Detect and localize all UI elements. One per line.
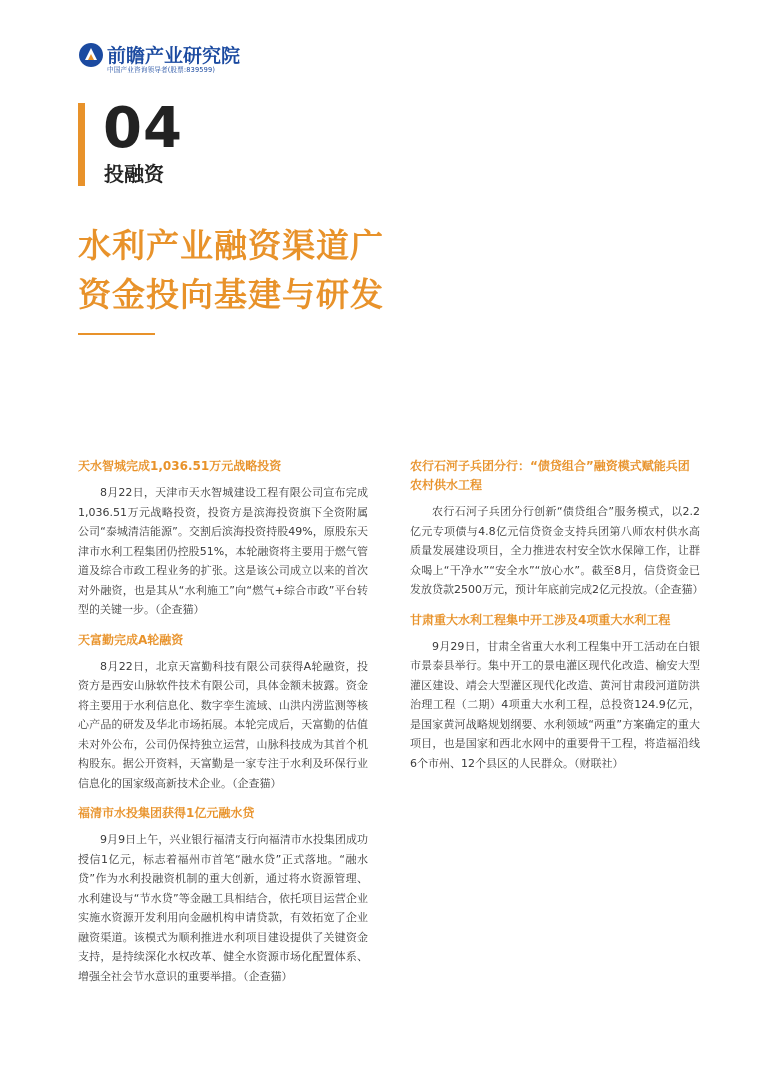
right-column bbox=[410, 457, 704, 784]
article bbox=[78, 804, 368, 986]
article-title: 福清市水投集团获得1亿元融水贷 bbox=[78, 806, 255, 820]
headline-line-1: 水利产业融资渠道广 bbox=[78, 226, 384, 265]
article-body: 9月9日上午，兴业银行福清支行向福清市水投集团成功授信1亿元，标志着福州市首笔“融水贷”正式落地。“融水贷”作为水利投融资机制的重大创新，通过将水资源管理、水利建设与“节水贷”等金融工具相结合，依托项目运营企业实施水资源开发利用向金融机构申请贷款，有效拓宽了企业融资渠道。该模式为顺利推进水利项目建设提供了关键资金支持，是持续深化水权改革、健全水资源市场化配置体系、增强全社会节水意识的重要举措。（企查猫） bbox=[78, 833, 368, 983]
article-title: 天富勤完成A轮融资 bbox=[78, 632, 184, 647]
article-title: 农行石河子兵团分行：“债贷组合”融资模式赋能兵团农村供水工程 bbox=[410, 459, 690, 492]
article-title: 甘肃重大水利工程集中开工涉及4项重大水利工程 bbox=[410, 612, 671, 627]
headline-divider bbox=[78, 333, 155, 335]
section-accent-bar bbox=[78, 103, 85, 186]
logo-title: 前瞻产业研究院 bbox=[107, 45, 241, 67]
article-title: 天水智城完成1,036.51万元战略投资 bbox=[78, 459, 282, 473]
article bbox=[78, 631, 368, 794]
left-column bbox=[78, 457, 368, 997]
headline-line-2: 资金投向基建与研发 bbox=[78, 275, 384, 314]
article bbox=[410, 611, 700, 774]
qianzhan-logo-icon bbox=[78, 42, 104, 68]
brand-logo bbox=[78, 40, 278, 80]
section-number: 04 bbox=[103, 96, 183, 161]
article-body: 8月22日，北京天富勤科技有限公司获得A轮融资，投资方是西安山脉软件技术有限公司，具体金额未披露。资金将主要用于水利信息化、数字孪生流域、山洪内涝监测等核心产品的研发及华北市场拓展。本轮完成后，天富勤的估值未对外公布，公司仍保持独立运营，山脉科技成为其首个机构股东。据公开资料，天富勤是一家专注于水利及环保行业信息化的国家级高新技术企业。（企查猫） bbox=[78, 659, 368, 790]
article bbox=[410, 457, 704, 600]
article-body: 农行石河子兵团分行创新“债贷组合”服务模式，以2.2亿元专项债与4.8亿元信贷资金支持兵团第八师农村供水高质量发展建设项目，全力推进农村安全饮水保障工作，让群众喝上“干净水”“安全水”“放心水”。截至8月，信贷资金已发放贷款2500万元，预计年底前完成2亿元投放。（企查猫） bbox=[410, 505, 704, 596]
section-name: 投融资 bbox=[104, 162, 164, 186]
page-headline bbox=[78, 221, 384, 319]
article-body: 9月29日，甘肃全省重大水利工程集中开工活动在白银市景泰县举行。集中开工的景电灌区现代化改造、榆安大型灌区建设、靖会大型灌区现代化改造、黄河甘肃段河道防洪治理工程（二期）4项重大水利工程，总投资124.9亿元，是国家黄河战略规划纲要、水利领域“两重”方案确定的重大项目，也是国家和西北水网中的重要骨干工程，将造福沿线6个市州、12个县区的人民群众。（财联社） bbox=[410, 639, 700, 770]
article bbox=[78, 457, 368, 620]
article-body: 8月22日，天津市天水智城建设工程有限公司宣布完成1,036.51万元战略投资，投资方是滨海投资旗下全资附属公司“泰城清洁能源”。交割后滨海投资持股49%，原股东天津市水利工程集团仍控股51%，本轮融资将主要用于燃气管道及综合市政工程业务的扩张。这是该公司成立以来的首次对外融资，也是其从“水利施工”向“燃气+综合市政”平台转型的关键一步。（企查猫） bbox=[78, 486, 368, 616]
logo-subtitle: 中国产业咨询领导者(股票:839599) bbox=[107, 66, 216, 74]
